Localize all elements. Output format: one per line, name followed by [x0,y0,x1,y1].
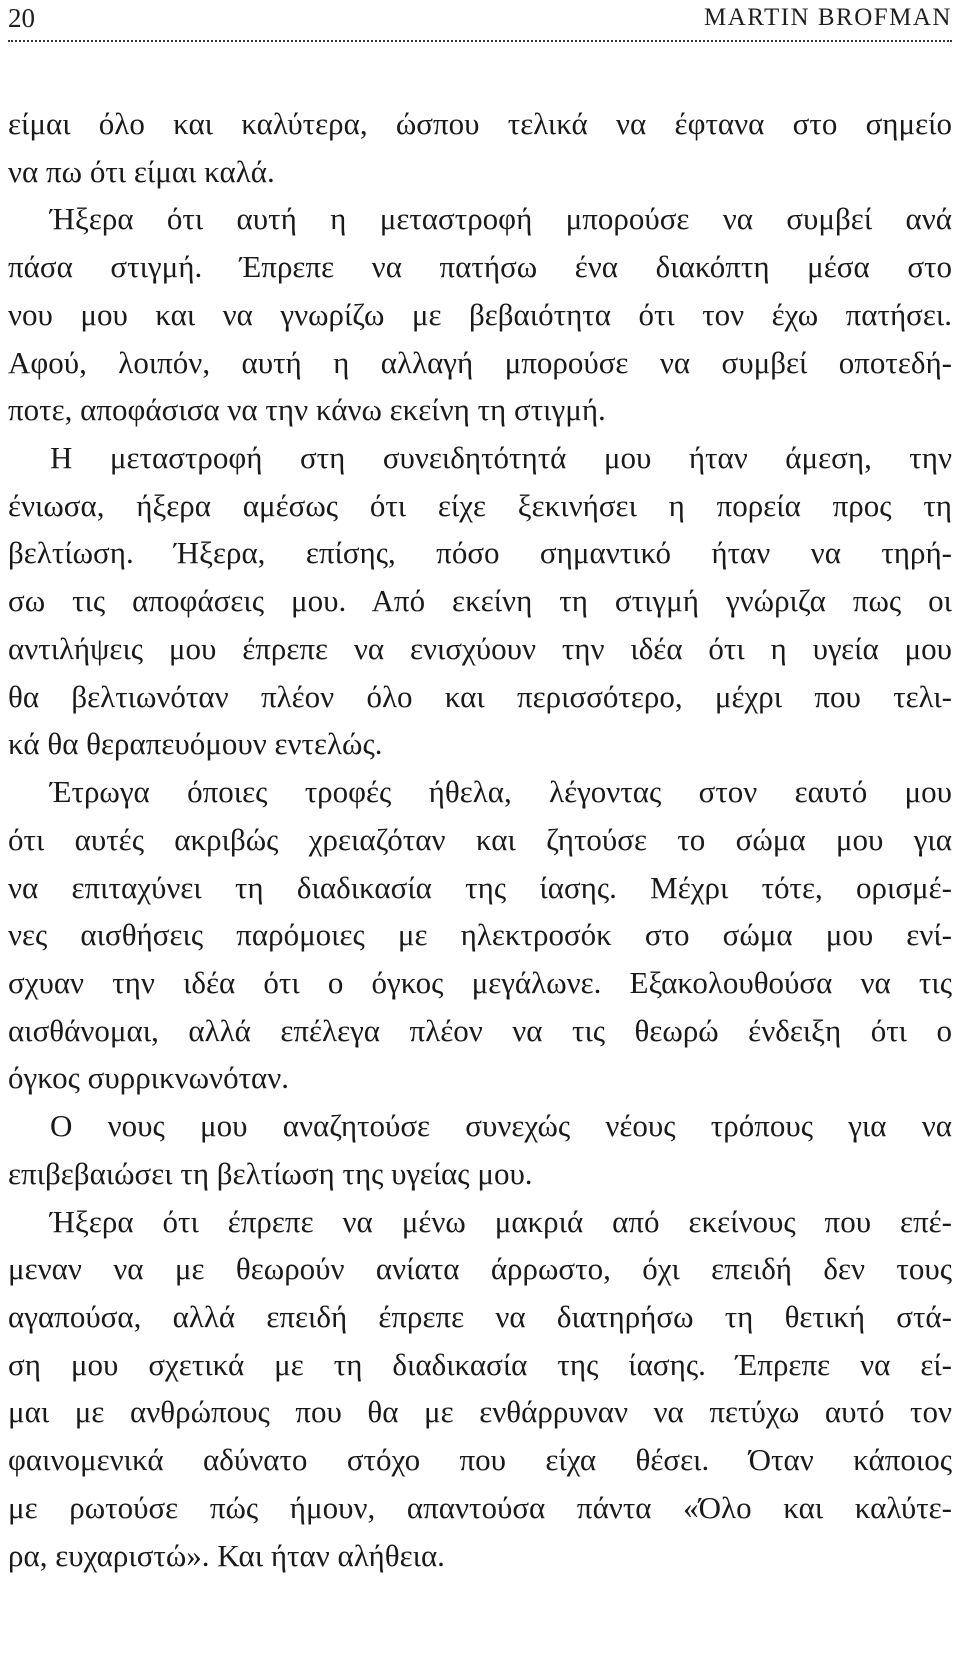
text-line: θα βελτιωνόταν πλέον όλο και περισσότερο, μέχρι που τελι- [8,678,952,714]
text-line: Έτρωγα όποιες τροφές ήθελα, λέγοντας στον εαυτό μου [50,774,952,810]
text-line: Αφού, λοιπόν, αυτή η αλλαγή μπορούσε να συμβεί οποτεδή- [8,344,952,380]
text-line: Ο νους μου αναζητούσε συνεχώς νέους τρόπους για να [50,1108,952,1144]
text-line: αντιλήψεις μου έπρεπε να ενισχύουν την ιδέα ότι η υγεία μου [8,630,952,666]
text-line: ση μου σχετικά με τη διαδικασία της ίασης. Έπρεπε να εί- [8,1346,952,1382]
running-head-author: MARTIN BROFMAN [703,4,952,31]
text-line: σω τις αποφάσεις μου. Από εκείνη τη στιγμή γνώριζα πως οι [8,583,952,619]
text-line: να πω ότι είμαι καλά. [8,153,275,189]
body-text [8,100,952,1579]
text-line: μαι με ανθρώπους που θα με ενθάρρυναν να πετύχω αυτό τον [8,1394,952,1430]
text-line: Ήξερα ότι αυτή η μεταστροφή μπορούσε να συμβεί ανά [50,201,952,237]
text-line: επιβεβαιώσει τη βελτίωση της υγείας μου. [8,1155,533,1191]
text-line: πάσα στιγμή. Έπρεπε να πατήσω ένα διακόπτη μέσα στο [8,249,952,285]
page-header [8,0,952,46]
text-line: με ρωτούσε πώς ήμουν, απαντούσα πάντα «Όλο και καλύτε- [8,1489,952,1525]
text-line: ποτε, αποφάσισα να την κάνω εκείνη τη στιγμή. [8,392,606,428]
text-line: βελτίωση. Ήξερα, επίσης, πόσο σημαντικό ήταν να τηρή- [8,535,952,571]
text-line: ότι αυτές ακριβώς χρειαζόταν και ζητούσε το σώμα μου για [8,821,952,857]
text-line: ένιωσα, ήξερα αμέσως ότι είχε ξεκινήσει η πορεία προς τη [8,487,952,523]
text-line: Ήξερα ότι έπρεπε να μένω μακριά από εκείνους που επέ- [50,1203,952,1239]
text-line: να επιταχύνει τη διαδικασία της ίασης. Μέχρι τότε, ορισμέ- [8,869,952,905]
text-line: αισθάνομαι, αλλά επέλεγα πλέον να τις θεωρώ ένδειξη ότι ο [8,1012,952,1048]
page-number: 20 [8,3,35,33]
text-line: κά θα θεραπευόμουν εντελώς. [8,726,383,762]
text-line: νες αισθήσεις παρόμοιες με ηλεκτροσόκ στο σώμα μου ενί- [8,917,952,953]
header-dotted-rule [8,40,952,42]
text-line: Η μεταστροφή στη συνειδητότητά μου ήταν άμεση, την [50,440,952,476]
text-line: φαινομενικά αδύνατο στόχο που είχα θέσει. Όταν κάποιος [8,1442,952,1478]
text-line: είμαι όλο και καλύτερα, ώσπου τελικά να έφτανα στο σημείο [8,106,952,141]
text-line: νου μου και να γνωρίζω με βεβαιότητα ότι τον έχω πατήσει. [8,296,952,332]
text-line: μεναν να με θεωρούν ανίατα άρρωστο, όχι επειδή δεν τους [8,1251,952,1287]
text-line: αγαπούσα, αλλά επειδή έπρεπε να διατηρήσω τη θετική στά- [8,1298,952,1334]
text-line: όγκος συρρικνωνόταν. [8,1060,290,1096]
text-line: σχυαν την ιδέα ότι ο όγκος μεγάλωνε. Εξακολουθούσα να τις [8,964,952,1000]
text-line: ρα, ευχαριστώ». Και ήταν αλήθεια. [8,1537,445,1573]
